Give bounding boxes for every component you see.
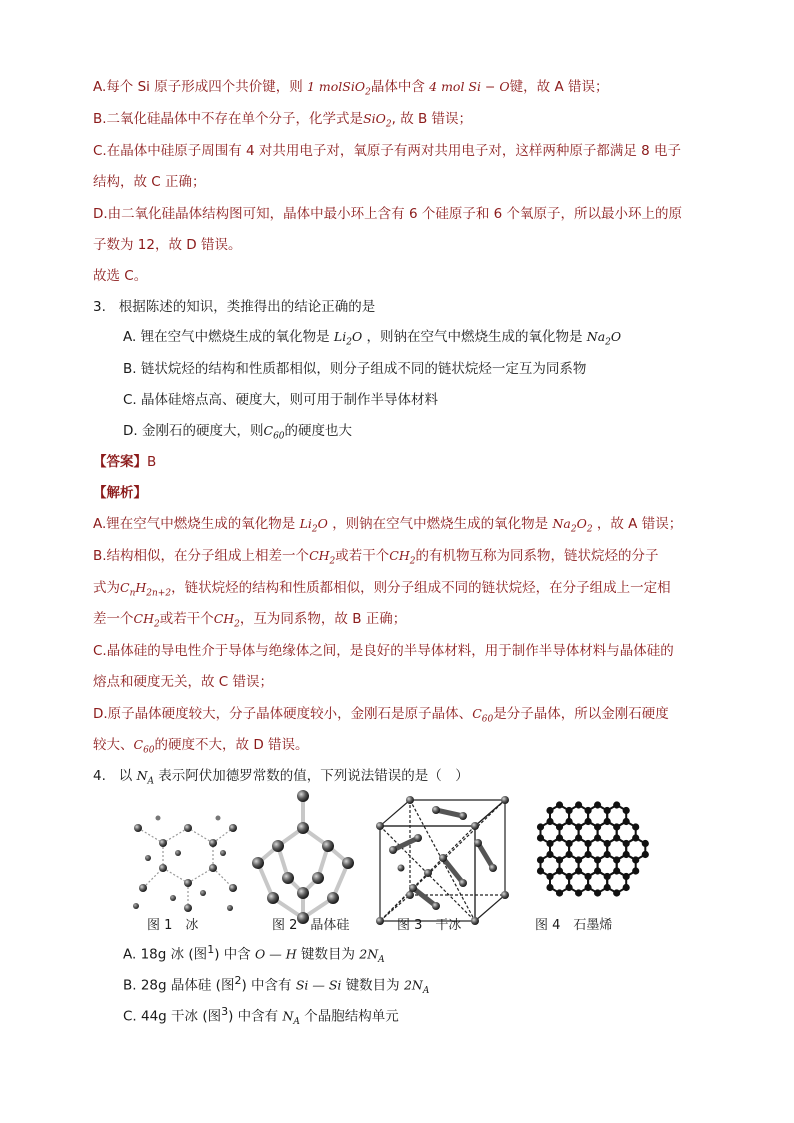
explanation-line-d1: D.由二氧化硅晶体结构图可知，晶体中最小环上含有 6 个硅原子和 6 个氧原子，所以最小环上的原 bbox=[93, 206, 683, 222]
graphene-atom bbox=[594, 834, 601, 841]
graphene-atom bbox=[613, 856, 620, 863]
ice-structure-figure bbox=[138, 828, 233, 908]
graphene-atom bbox=[604, 818, 611, 825]
graphene-atom bbox=[556, 823, 563, 830]
graphene-atom bbox=[642, 851, 649, 858]
analysis-line bbox=[93, 483, 147, 503]
graphene-atom bbox=[623, 873, 630, 880]
graphene-atom bbox=[594, 867, 601, 874]
graphene-atom bbox=[566, 851, 573, 858]
graphene-atom bbox=[556, 889, 563, 896]
graphene-atom bbox=[604, 851, 611, 858]
question-4-option-b: B. 28g 晶体硅 (图$^2$) 中含有 Si — Si 键数目为 $2N_A$ bbox=[123, 974, 430, 997]
answer-line bbox=[93, 452, 156, 472]
graphene-atom bbox=[585, 884, 592, 891]
graphene-atom bbox=[594, 856, 601, 863]
graphene-atom bbox=[632, 834, 639, 841]
graphene-structure-figure bbox=[537, 801, 649, 896]
question-3-option-d: D. 金刚石的硬度大，则$C_{60}$的硬度也大 bbox=[123, 423, 353, 442]
question-3-option-c: C. 晶体硅熔点高、硬度大，则可用于制作半导体材料 bbox=[123, 392, 439, 408]
answer-tag: 【答案】 bbox=[93, 454, 147, 470]
graphene-atom bbox=[575, 889, 582, 896]
question-3-stem: 3. 根据陈述的知识，类推得出的结论正确的是 bbox=[93, 299, 376, 315]
graphene-atom bbox=[623, 807, 630, 814]
question-3-option-b: B. 链状烷烃的结构和性质都相似，则分子组成不同的链状烷烃一定互为同系物 bbox=[123, 361, 587, 377]
graphene-atom bbox=[632, 867, 639, 874]
graphene-atom bbox=[566, 884, 573, 891]
explanation-line-b: B.二氧化硅晶体中不存在单个分子，化学式是SiO$_2$, 故 B 错误； bbox=[93, 111, 473, 130]
graphene-atom bbox=[537, 856, 544, 863]
graphene-atom bbox=[594, 801, 601, 808]
graphene-atom bbox=[546, 807, 553, 814]
graphene-atom bbox=[575, 823, 582, 830]
graphene-atom bbox=[566, 873, 573, 880]
graphene-atom bbox=[556, 834, 563, 841]
analysis-b3: 差一个$CH_2$或若干个$CH_2$，互为同系物，故 B 正确； bbox=[93, 611, 407, 630]
graphene-atom bbox=[575, 801, 582, 808]
graphene-atom bbox=[613, 834, 620, 841]
analysis-tag: 【解析】 bbox=[93, 485, 147, 501]
graphene-atom bbox=[604, 840, 611, 847]
question-4-option-a: A. 18g 冰 (图$^1$) 中含 O — H 键数目为 $2N_A$ bbox=[123, 943, 385, 966]
graphene-atom bbox=[613, 867, 620, 874]
graphene-atom bbox=[632, 856, 639, 863]
graphene-atom bbox=[566, 818, 573, 825]
graphene-atom bbox=[566, 840, 573, 847]
figure-3-caption: 图 3 干冰 bbox=[397, 918, 462, 933]
graphene-atom bbox=[613, 801, 620, 808]
explanation-choose: 故选 C。 bbox=[93, 268, 148, 284]
analysis-b1: B.结构相似，在分子组成上相差一个$CH_2$或若干个$CH_2$的有机物互称为同系物，链状烷烃的分子 bbox=[93, 548, 659, 567]
graphene-atom bbox=[585, 840, 592, 847]
graphene-atom bbox=[546, 884, 553, 891]
graphene-atom bbox=[604, 873, 611, 880]
graphene-atom bbox=[566, 807, 573, 814]
graphene-atom bbox=[642, 840, 649, 847]
graphene-atom bbox=[604, 807, 611, 814]
graphene-atom bbox=[546, 818, 553, 825]
explanation-line-c2: 结构，故 C 正确； bbox=[93, 174, 206, 190]
graphene-atom bbox=[556, 867, 563, 874]
graphene-atom bbox=[585, 807, 592, 814]
graphene-atom bbox=[623, 840, 630, 847]
graphene-atom bbox=[537, 867, 544, 874]
graphene-atom bbox=[623, 884, 630, 891]
graphene-atom bbox=[632, 823, 639, 830]
answer-value: B bbox=[147, 454, 157, 470]
graphene-atom bbox=[594, 823, 601, 830]
figure-2-caption: 图 2 晶体硅 bbox=[272, 918, 350, 933]
graphene-atom bbox=[604, 884, 611, 891]
graphene-atom bbox=[594, 889, 601, 896]
graphene-atom bbox=[623, 818, 630, 825]
analysis-c2: 熔点和硬度无关，故 C 错误； bbox=[93, 674, 274, 690]
graphene-atom bbox=[575, 856, 582, 863]
graphene-atom bbox=[546, 873, 553, 880]
ice-atoms bbox=[133, 816, 237, 913]
graphene-atom bbox=[613, 823, 620, 830]
analysis-a: A.锂在空气中燃烧生成的氧化物是 $Li_2O$ ，则钠在空气中燃烧生成的氧化物是 $Na_2O_2$ ，故 A 错误； bbox=[93, 516, 683, 535]
graphene-atom bbox=[613, 889, 620, 896]
analysis-c1: C.晶体硅的导电性介于导体与绝缘体之间，是良好的半导体材料，用于制作半导体材料与晶体硅的 bbox=[93, 643, 674, 659]
explanation-line-d2: 子数为 12，故 D 错误。 bbox=[93, 237, 242, 253]
graphene-atom bbox=[585, 873, 592, 880]
graphene-atom bbox=[623, 851, 630, 858]
analysis-d2: 较大、$C_{60}$的硬度不大，故 D 错误。 bbox=[93, 737, 309, 756]
question-4-option-c: C. 44g 干冰 (图$^3$) 中含有 $N_A$ 个晶胞结构单元 bbox=[123, 1005, 399, 1028]
graphene-atom bbox=[556, 801, 563, 808]
graphene-atom bbox=[585, 818, 592, 825]
graphene-atom bbox=[585, 851, 592, 858]
graphene-atom bbox=[546, 840, 553, 847]
question-3-option-a: A. 锂在空气中燃烧生成的氧化物是 $Li_2O$ ，则钠在空气中燃烧生成的氧化物是 $Na_2O$ bbox=[123, 329, 622, 348]
graphene-atom bbox=[575, 867, 582, 874]
figure-1-caption: 图 1 冰 bbox=[147, 918, 199, 933]
figure-4-caption: 图 4 石墨烯 bbox=[535, 918, 613, 933]
graphene-atom bbox=[575, 834, 582, 841]
graphene-atom bbox=[537, 834, 544, 841]
analysis-d1: D.原子晶体硬度较大，分子晶体硬度较小，金刚石是原子晶体、$C_{60}$是分子晶体，所以金刚石硬度 bbox=[93, 706, 669, 725]
graphene-atom bbox=[537, 823, 544, 830]
analysis-b2: 式为$C_nH_{2n+2}$，链状烷烃的结构和性质都相似，则分子组成不同的链状烷烃，在分子组成上一定相 bbox=[93, 580, 671, 599]
graphene-atom bbox=[546, 851, 553, 858]
explanation-line-c1: C.在晶体中硅原子周围有 4 对共用电子对，氧原子有两对共用电子对，这样两种原子都满足 8 电子 bbox=[93, 143, 682, 159]
question-4-stem: 4. 以 $N_A$ 表示阿伏加德罗常数的值，下列说法错误的是（ ） bbox=[93, 768, 469, 787]
explanation-line-a: A.每个 Si 原子形成四个共价键，则 1 molSiO$_2$晶体中含 4 mol Si − O键，故 A 错误； bbox=[93, 79, 609, 98]
graphene-atom bbox=[556, 856, 563, 863]
